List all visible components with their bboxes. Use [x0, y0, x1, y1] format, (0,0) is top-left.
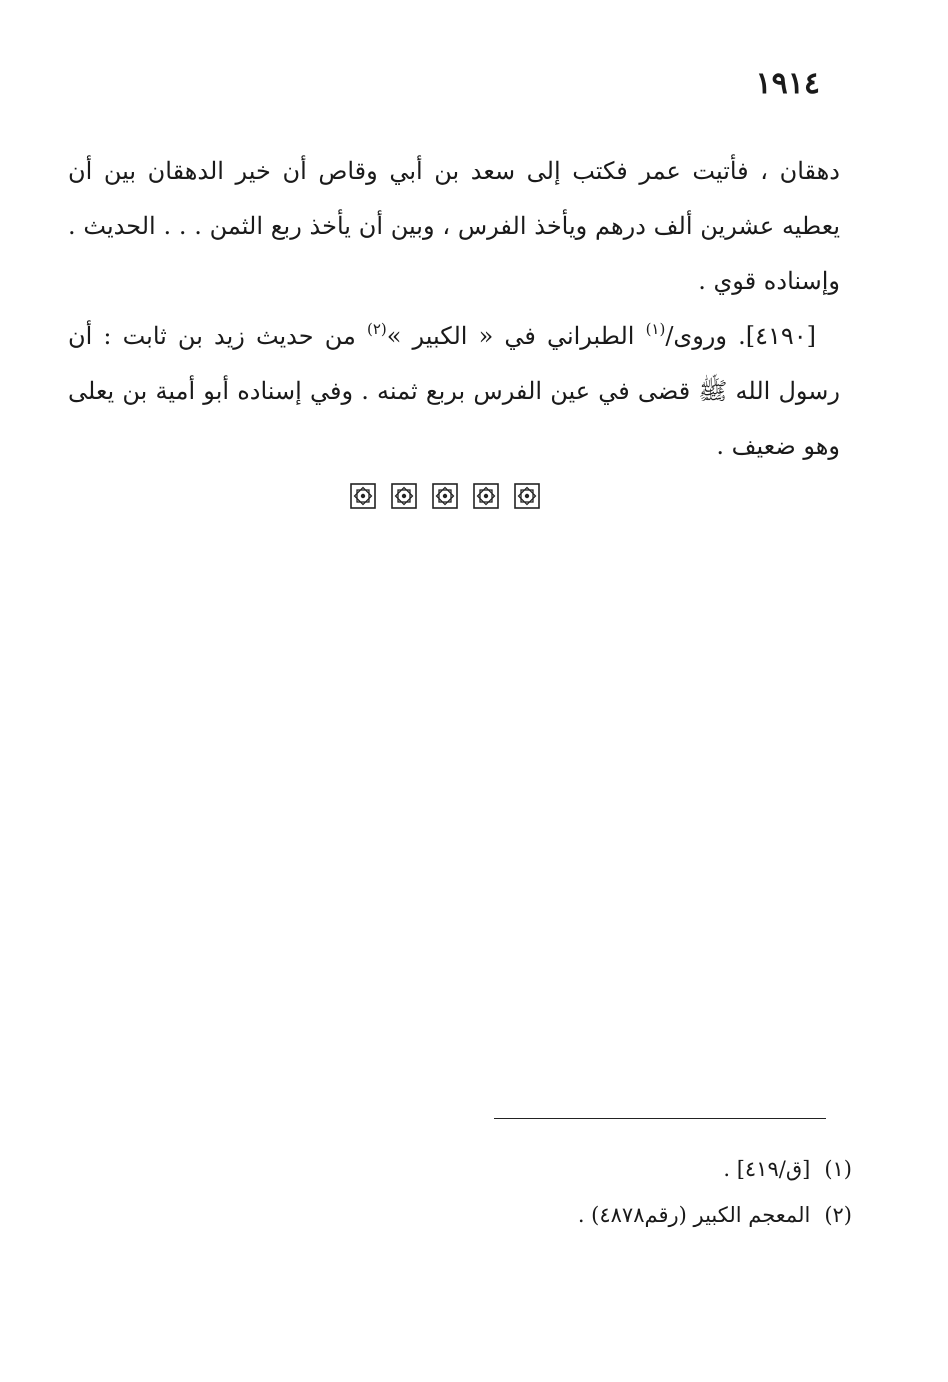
paragraph-2 — [68, 309, 840, 474]
square-star-ornament-icon — [391, 483, 417, 509]
square-star-ornament-icon — [473, 483, 499, 509]
paragraph-2-part-2: الطبراني في « الكبير » — [386, 322, 646, 350]
footnote-ref-1[interactable]: (١) — [645, 320, 666, 338]
paragraph-1: دهقان ، فأتيت عمر فكتب إلى سعد بن أبي وقاص أن خير الدهقان بين أن يعطيه عشرين ألف درهم ويأخذ الفرس ، وبين أن يأخذ ربع الثمن . . . الحديث . وإسناده قوي . — [68, 157, 840, 295]
square-star-ornament-icon — [432, 483, 458, 509]
footnote-1-text: [ق/٤١٩] . — [723, 1157, 811, 1181]
square-star-ornament-icon — [514, 483, 540, 509]
paragraph-2-part-3: من حديث زيد بن ثابت : أن رسول الله ﷺ قضى في عين الفرس بربع ثمنه . وفي إسناده أبو أمية بن يعلى وهو ضعيف . — [68, 322, 840, 460]
footnotes — [440, 1146, 852, 1238]
footnote-2-text: المعجم الكبير (رقم٤٨٧٨) . — [577, 1203, 811, 1227]
paragraph-2-part-1: [٤١٩٠]. وروى/ — [665, 322, 817, 350]
main-text — [68, 144, 840, 474]
footnote-1-number: (١) — [824, 1157, 852, 1181]
footnote-separator — [494, 1118, 826, 1119]
page-number: ١٩١٤ — [755, 66, 820, 101]
square-star-ornament-icon — [350, 483, 376, 509]
footnote-2-number: (٢) — [824, 1203, 852, 1227]
footnote-2 — [440, 1192, 852, 1238]
footnote-1 — [440, 1146, 852, 1192]
footnote-ref-2[interactable]: (٢) — [366, 320, 387, 338]
section-divider-ornaments — [350, 482, 540, 510]
